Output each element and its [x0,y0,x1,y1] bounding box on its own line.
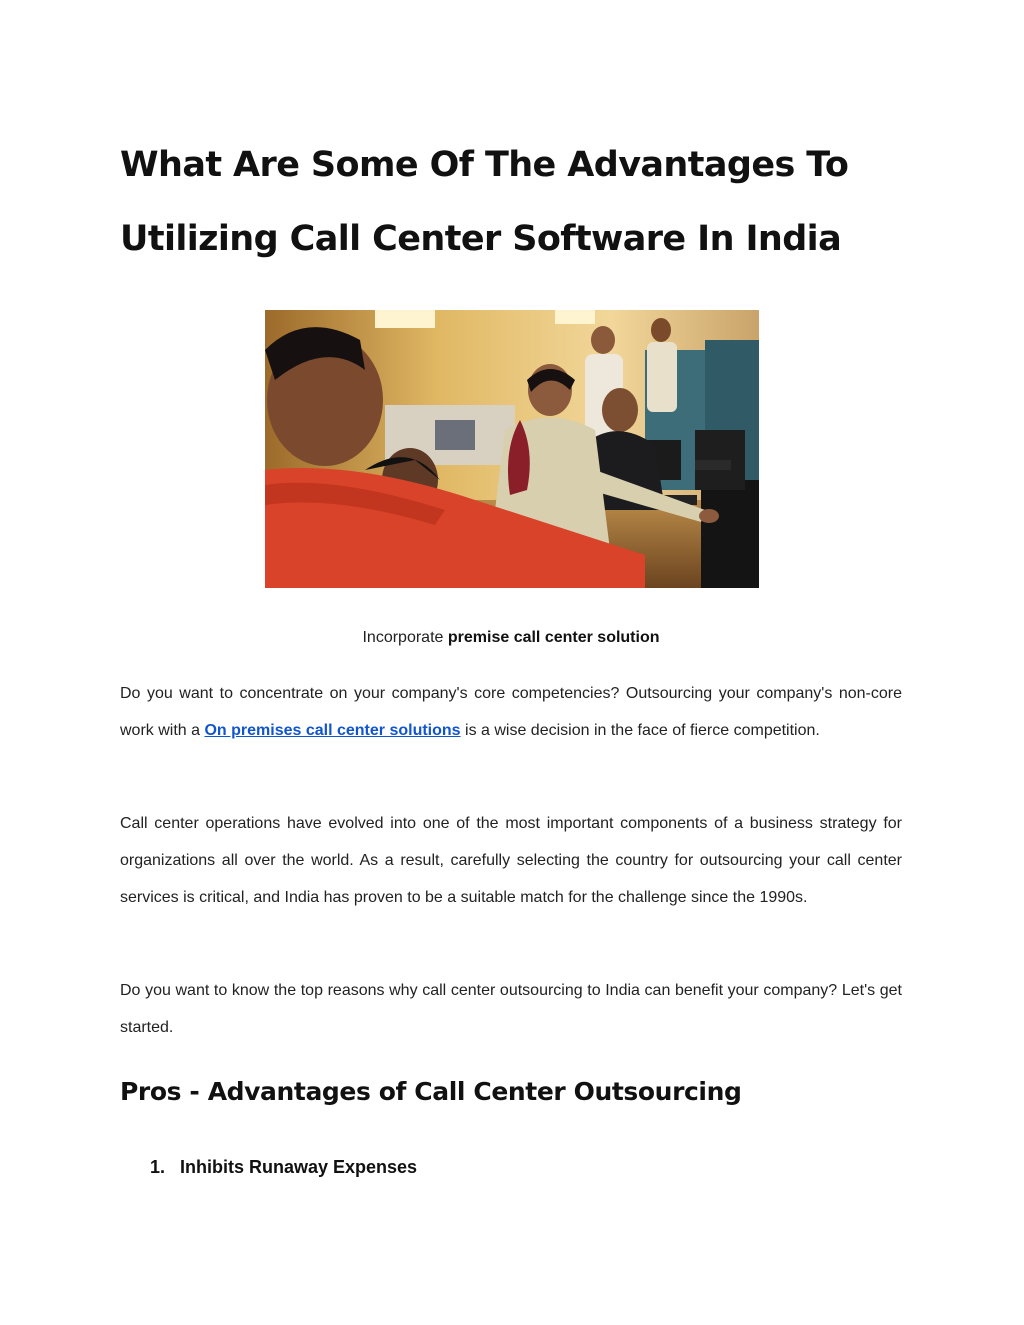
list-item [150,1153,417,1181]
paragraph-1-after-link: is a wise decision in the face of fierce competition. [460,721,820,739]
image-caption [120,626,902,650]
paragraph-1 [120,676,902,750]
paragraph-3: Do you want to know the top reasons why call center outsourcing to India can benefit your company? Let's get started. [120,982,902,1036]
caption-bold: premise call center solution [447,629,660,646]
list-item-label: Inhibits Runaway Expenses [180,1157,418,1177]
on-premises-solutions-link[interactable]: On premises call center solutions [204,721,461,739]
paragraph-2: Call center operations have evolved into one of the most important components of a business strategy for organizations all over the world. As a result, carefully selecting the country for outsourcing your call center services is critical, and India has proven to be a suitable match for the challenge since the 1990s. [120,815,902,906]
advantages-list [150,1153,417,1181]
call-center-photo-illustration [265,310,759,588]
page-title: What Are Some Of The Advantages To Utilizing Call Center Software In India [120,145,849,259]
section-heading: Pros - Advantages of Call Center Outsourcing [120,1077,742,1106]
hero-image [265,310,759,588]
paragraph-1-before-link: Do you want to concentrate on your company's core competencies? Outsourcing your company's non-core work with a [120,685,902,739]
caption-prefix: Incorporate [362,629,448,646]
list-item-number: 1. [150,1157,166,1177]
